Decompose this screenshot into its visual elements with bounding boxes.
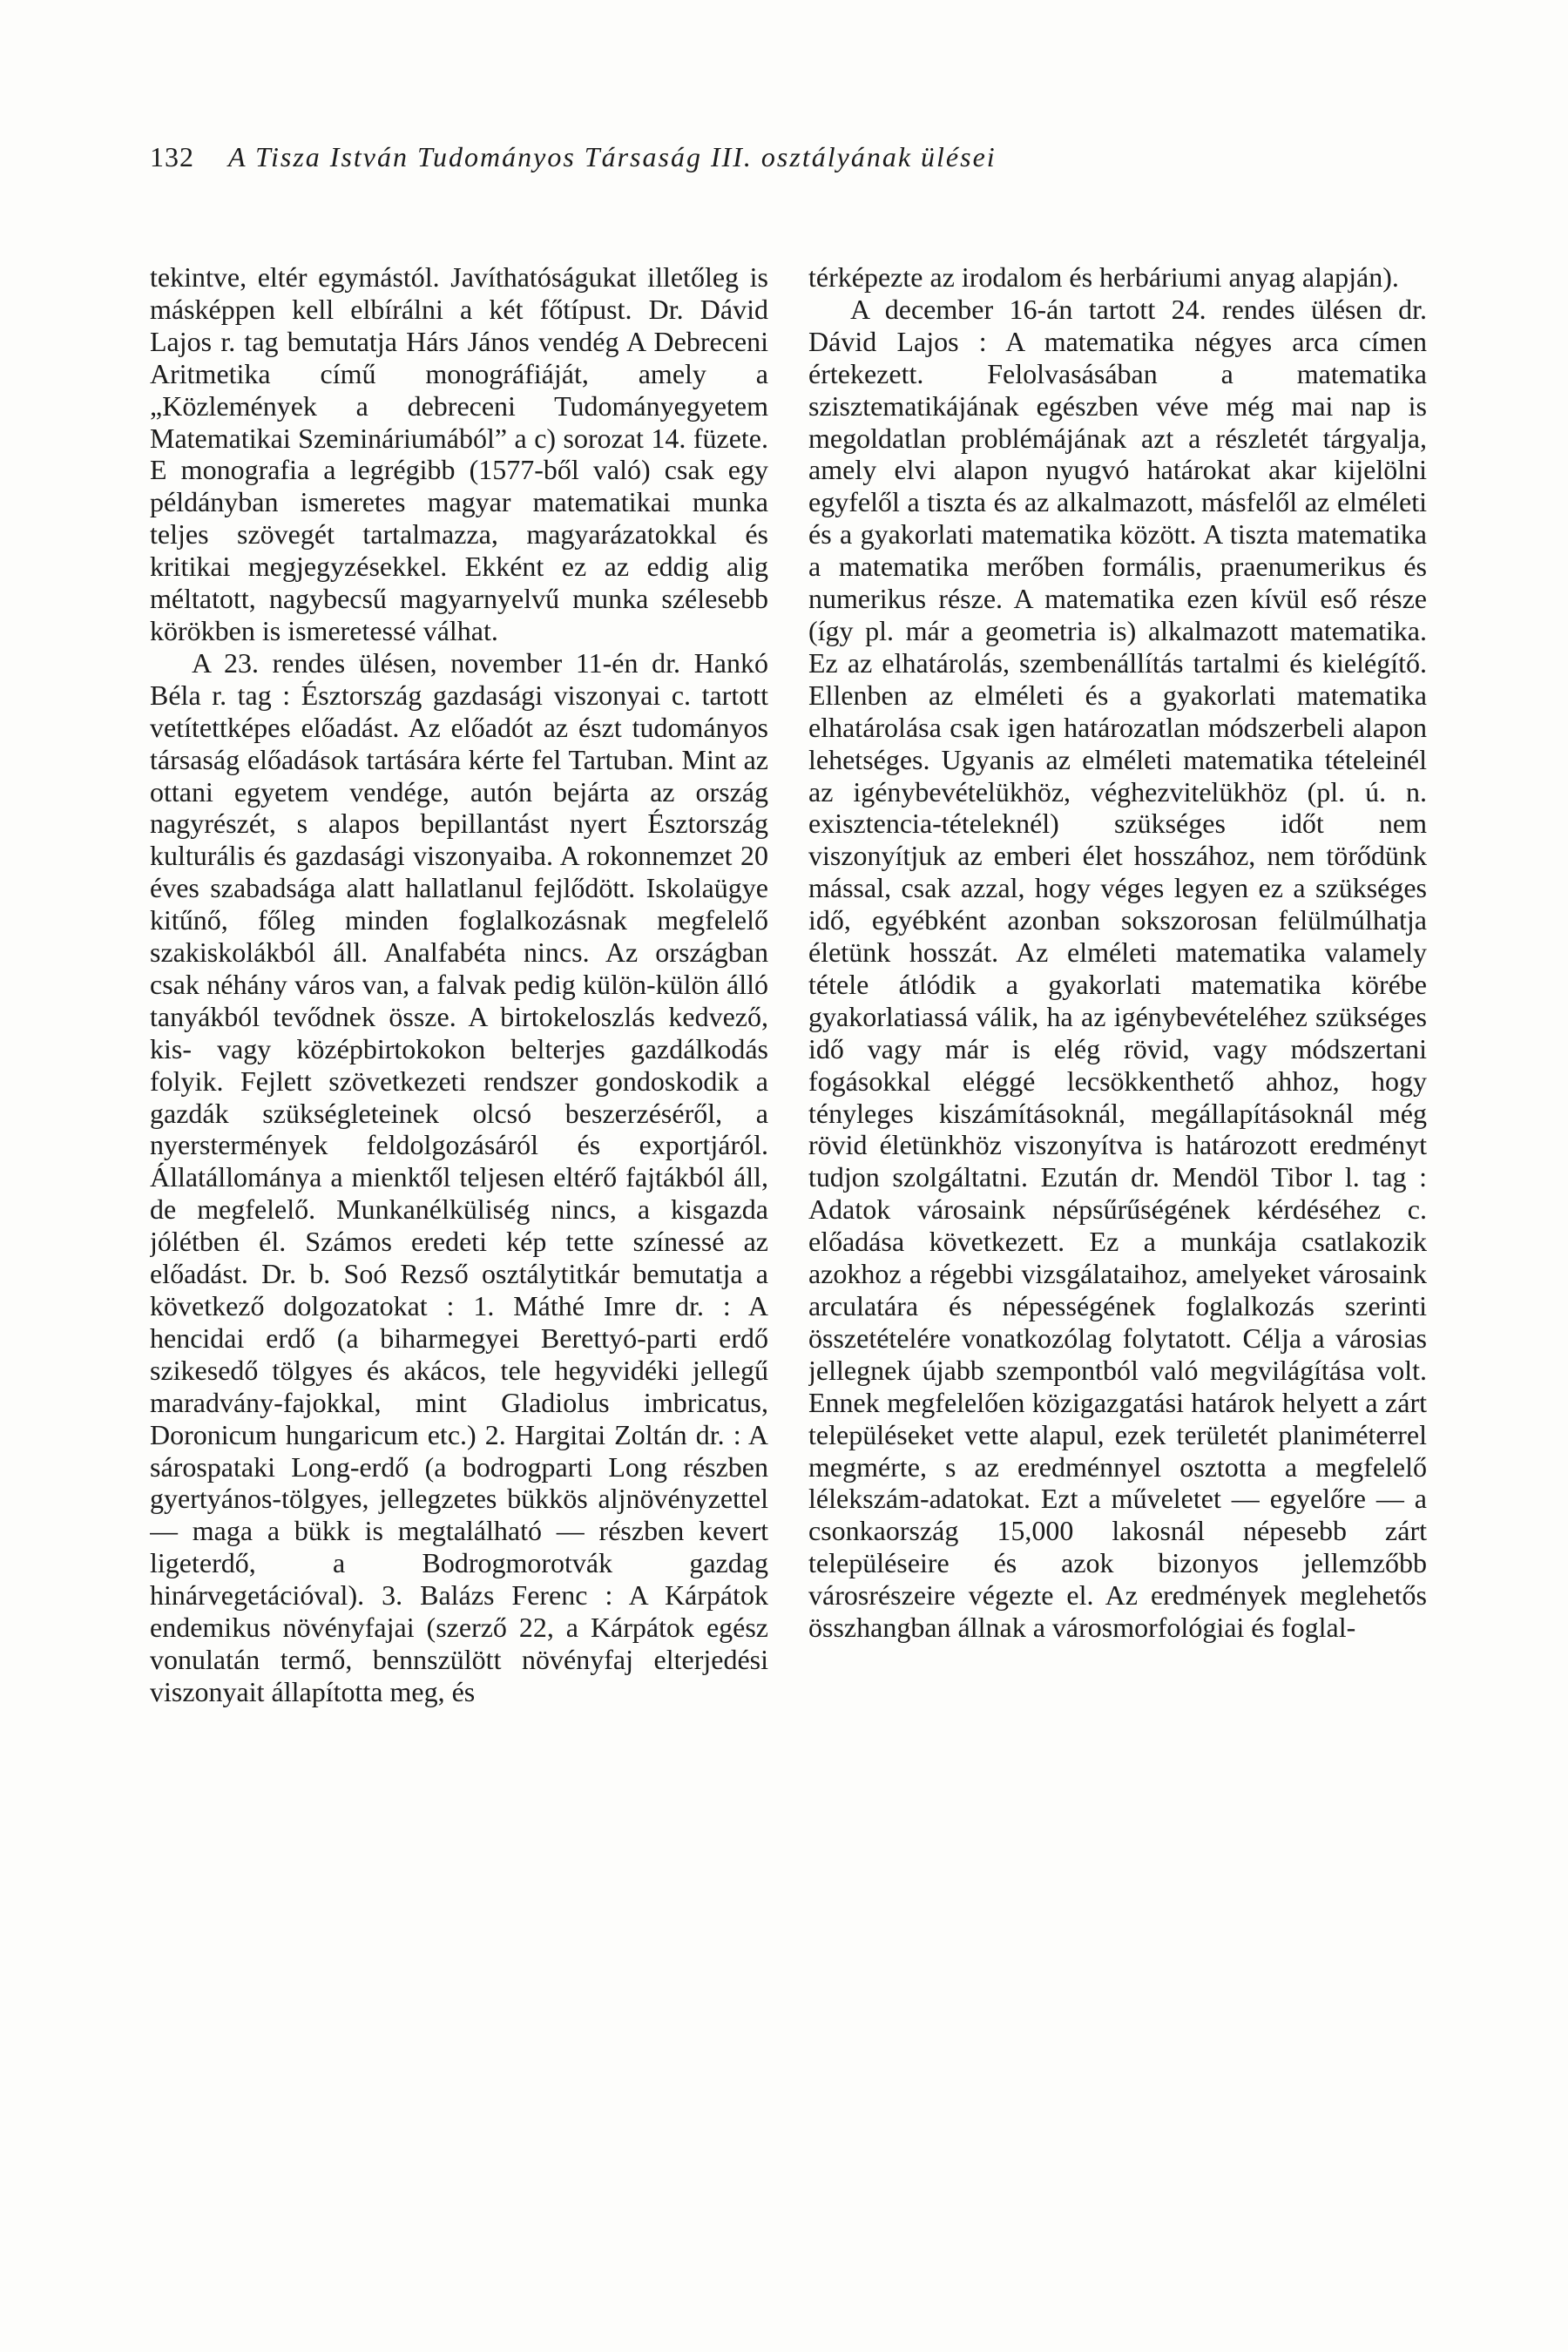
left-paragraph-2: A 23. rendes ülésen, november 11-én dr. Hankó Béla r. tag : Észtország gazdasági viszonyai c. tartott vetítettképes előadást. Az előadót az észt tudományos társaság előadások tartására kérte fel Tartuban. Mint az ottani egyetem vendége, autón bejárta az ország nagyrészét, s alapos bepillantást nyert Észtország kulturális és gazdasági viszonyaiba. A rokonnemzet 20 éves szabadsága alatt hallatlanul fejlődött. Iskolaügye kitűnő, főleg minden foglalkozásnak megfelelő szakiskolákból áll. Analfabéta nincs. Az országban csak néhány város van, a falvak pedig külön-külön álló tanyákból tevődnek össze. A birtokeloszlás kedvező, kis- vagy középbirtokokon belterjes gazdálkodás folyik. Fejlett szövetkezeti rendszer gondoskodik a gazdák szükségleteinek olcsó beszerzéséről, a nyerstermények feldolgozásáról és exportjáról. Állatállománya a mienktől teljesen eltérő fajtákból áll, de megfelelő. Munkanélküliség nincs, a kisgazda jólétben él. Számos eredeti kép tette színessé az előadást. Dr. b. Soó Rezső osztálytitkár bemutatja a következő dolgozatokat : 1. Máthé Imre dr. : A hencidai erdő (a biharmegyei Berettyó-parti erdő szikesedő tölgyes és akácos, tele hegyvidéki jellegű maradvány-fajokkal, mint Gladiolus imbricatus, Doronicum hungaricum etc.) 2. Hargitai Zoltán dr. : A sárospataki Long-erdő (a bodrogparti Long részben gyertyános-tölgyes, jellegzetes bükkös aljnövényzettel — maga a bükk is megtalálható — részben kevert ligeterdő, a Bodrogmorotvák gazdag hinárvegetációval). 3. Balázs Ferenc : A Kárpátok endemikus növényfajai (szerző 22, a Kárpátok egész vonulatán termő, bennszülött növényfaj elterjedési viszonyait állapította meg, és [150,646,768,1707]
page-header [150,131,1282,183]
page-number: 132 [150,141,194,172]
right-paragraph-1: térképezte az irodalom és herbáriumi anyag alapján). [808,261,1399,293]
left-column [150,261,768,2256]
running-head: A Tisza István Tudományos Társaság III. osztályának ülései [228,141,997,172]
right-paragraph-2: A december 16-án tartott 24. rendes ülésen dr. Dávid Lajos : A matematika négyes arca címen értekezett. Felolvasásában a matematika szisztematikájának egészben véve még mai nap is megoldatlan problémájának azt a részletét tárgyalja, amely elvi alapon nyugvó határokat akar kijelölni egyfelől a tiszta és az alkalmazott, másfelől az elméleti és a gyakorlati matematika között. A tiszta matematika a matematika merőben formális, praenumerikus és numerikus része. A matematika ezen kívül eső része (így pl. már a geometria is) alkalmazott matematika. Ez az elhatárolás, szembenállítás tartalmi és kielégítő. Ellenben az elméleti és a gyakorlati matematika elhatárolása csak igen határozatlan módszerbeli alapon lehetséges. Ugyanis az elméleti matematika tételeinél az igénybevételükhöz, véghezvitelükhöz (pl. ú. n. exisztencia-tételeknél) szükséges időt nem viszonyítjuk az emberi élet hosszához, nem törődünk mással, csak azzal, hogy véges legyen ez a szükséges idő, egyébként azonban sokszorosan felülmúlhatja életünk hosszát. Az elméleti matematika valamely tétele átlódik a gyakorlati matematika körébe gyakorlatiassá válik, ha az igénybevételéhez szükséges idő vagy már is elég rövid, vagy módszertani fogásokkal eléggé lecsökkenthető ahhoz, hogy tényleges kiszámításoknál, megállapításoknál még rövid életünkhöz viszonyítva is határozott eredményt tudjon szolgáltatni. Ezután dr. Mendöl Tibor l. tag : Adatok városaink népsűrűségének kérdéséhez c. előadása következett. Ez a munkája csatlakozik azokhoz a régebbi vizsgálataihoz, amelyeket városaink arculatára és népességének foglalkozás szerinti összetételére vonatkozólag folytatott. Célja a városias jellegnek újabb szempontból való megvilágítása volt. Ennek megfelelően közigazgatási határok helyett a zárt településeket vette alapul, ezek területét planiméterrel megmérte, s az eredménnyel osztotta a megfelelő lélekszám-adatokat. Ezt a műveletet — egyelőre — a csonkaország 15,000 lakosnál népesebb zárt településeire és azok bizonyos jellemzőbb városrészeire végezte el. Az eredmények meglehetős összhangban állnak a városmorfológiai és foglal- [808,293,1427,1644]
right-column [808,261,1427,2256]
left-paragraph-1: tekintve, eltér egymástól. Javíthatóságukat illetőleg is másképpen kell elbírálni a két főtípust. Dr. Dávid Lajos r. tag bemutatja Hárs János vendég A Debreceni Aritmetika című monográfiáját, amely a „Közlemények a debreceni Tudományegyetem Matematikai Szemináriumából” a c) sorozat 14. füzete. E monografia a legrégibb (1577-ből való) csak egy példányban ismeretes magyar matematikai munka teljes szövegét tartalmazza, magyarázatokkal és kritikai megjegyzésekkel. Ekként ez az eddig alig méltatott, nagybecsű magyarnyelvű munka szélesebb körökben is ismeretessé válhat. [150,261,768,646]
